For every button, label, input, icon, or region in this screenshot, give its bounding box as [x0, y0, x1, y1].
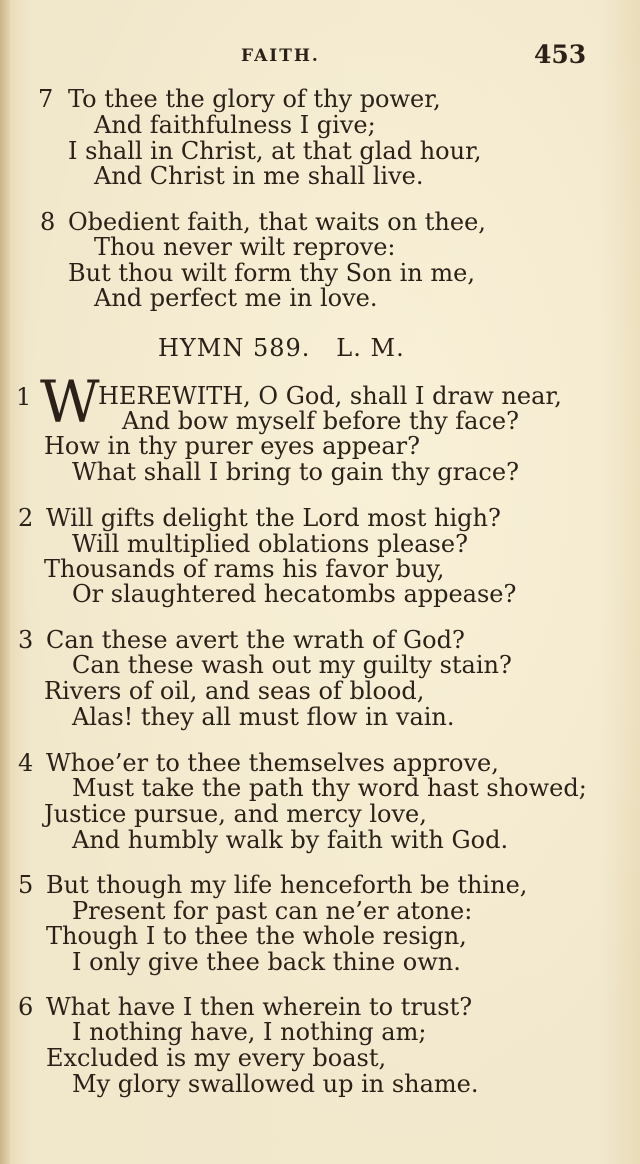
verse-line: And humbly walk by faith with God. [72, 826, 509, 854]
verse-line: And bow myself before thy face? [122, 407, 519, 435]
verse-line: And faithfulness I give; [94, 111, 376, 139]
verse-number: 8 [40, 208, 56, 236]
hymn-title: HYMN 589. L. M. [158, 334, 405, 362]
verse-number: 5 [18, 871, 34, 899]
verse-line: Rivers of oil, and seas of blood, [44, 677, 425, 705]
verse-line: I only give thee back thine own. [72, 948, 461, 976]
verse-line: Will multiplied oblations please? [72, 530, 468, 558]
verse-number: 6 [18, 993, 34, 1021]
verse-line: My glory swallowed up in shame. [72, 1070, 479, 1098]
verse-line: I nothing have, I nothing am; [72, 1018, 427, 1046]
verse-line: I shall in Christ, at that glad hour, [68, 137, 482, 165]
verse-line: Thou never wilt reprove: [94, 233, 396, 261]
verse-line: To thee the glory of thy power, [68, 85, 441, 113]
verse-line: Or slaughtered hecatombs appease? [72, 580, 517, 608]
verse-line: Excluded is my every boast, [46, 1044, 387, 1072]
verse-line: Though I to thee the whole resign, [46, 922, 467, 950]
verse-number: 2 [18, 504, 34, 532]
verse-line: Justice pursue, and mercy love, [44, 800, 427, 828]
verse-line: HEREWITH, O God, shall I draw near, [98, 382, 562, 410]
verse-number: 1 [16, 383, 32, 411]
running-head: FAITH. [241, 46, 320, 66]
drop-cap: W [40, 368, 100, 436]
page-number: 453 [534, 40, 587, 69]
page-header [0, 38, 640, 78]
verse-line: But thou wilt form thy Son in me, [68, 259, 475, 287]
verse-line: And perfect me in love. [94, 284, 378, 312]
verse-line: Can these avert the wrath of God? [46, 626, 465, 654]
verse-line: What shall I bring to gain thy grace? [72, 458, 519, 486]
verse-line: Must take the path thy word hast showed; [72, 774, 587, 802]
verse-line: Present for past can ne’er atone: [72, 897, 473, 925]
verse-number: 4 [18, 749, 34, 777]
verse-line: What have I then wherein to trust? [46, 993, 473, 1021]
verse-line: Alas! they all must flow in vain. [72, 703, 455, 731]
verse-number: 3 [18, 626, 34, 654]
verse-line: But though my life henceforth be thine, [46, 871, 528, 899]
page-gutter [0, 0, 10, 1164]
verse-line: Thousands of rams his favor buy, [44, 555, 445, 583]
verse-line: Obedient faith, that waits on thee, [68, 208, 486, 236]
verse-line: And Christ in me shall live. [94, 162, 424, 190]
verse-line: Can these wash out my guilty stain? [72, 651, 512, 679]
verse-number: 7 [38, 85, 54, 113]
verse-line: How in thy purer eyes appear? [44, 432, 420, 460]
verse-line: Whoe’er to thee themselves approve, [46, 749, 499, 777]
verse-line: Will gifts delight the Lord most high? [46, 504, 501, 532]
